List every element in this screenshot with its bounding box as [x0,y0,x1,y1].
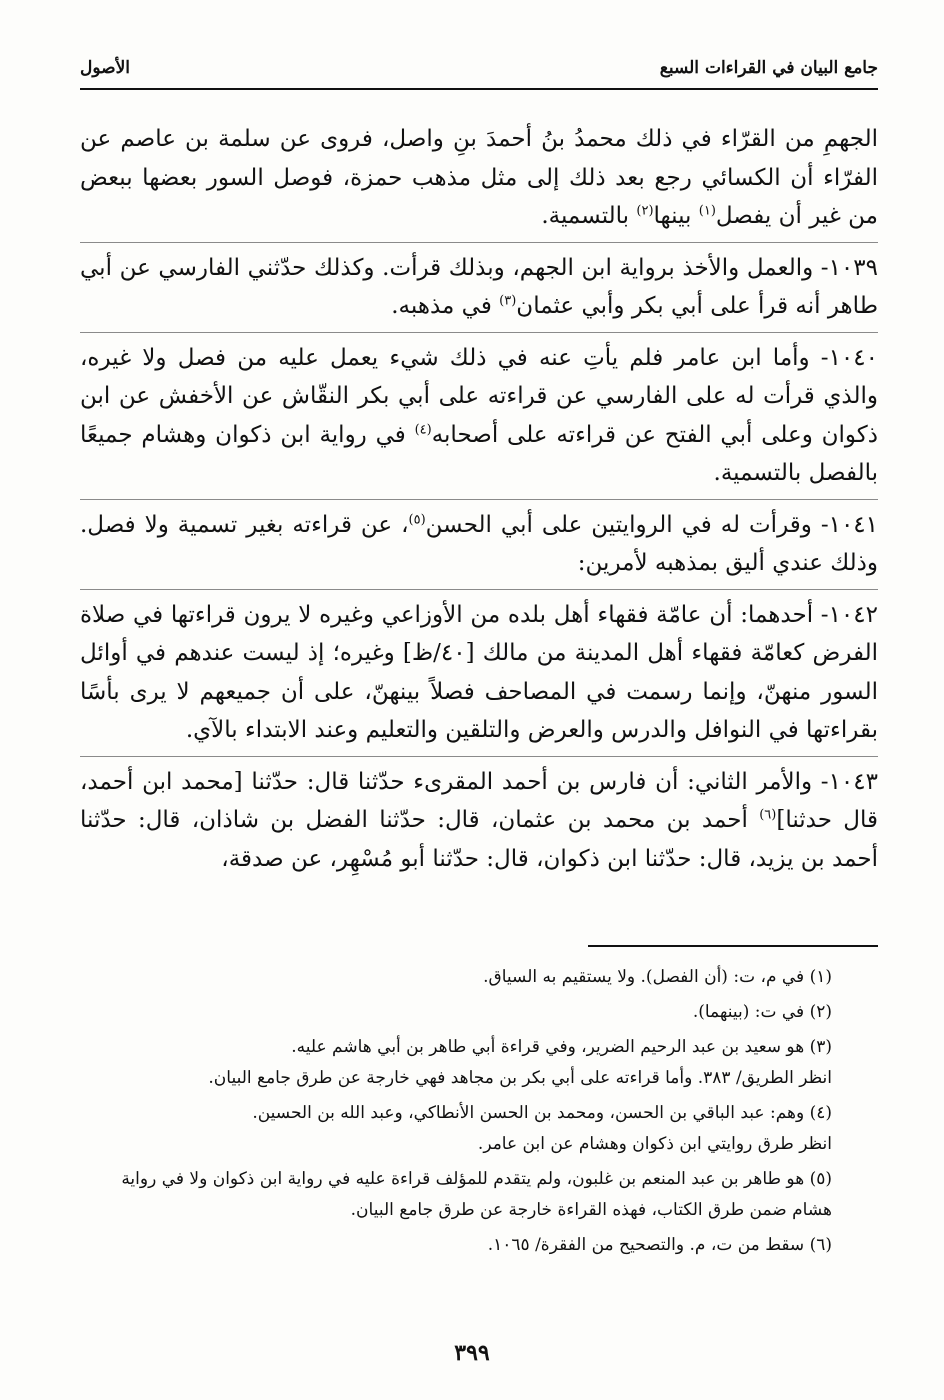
footnote-ref: (٤) [414,421,432,437]
footnote-text: (٥) هو طاهر بن عبد المنعم بن غلبون، ولم يتقدم للمؤلف قراءة عليه في رواية ابن ذكوان ولا في رواية هشام ضمن طرق الكتاب، فهذه القراءة خارجة عن طرق جامع البيان. [121,1169,832,1220]
footnote-5 [90,1164,832,1226]
running-header [80,58,878,90]
paragraph-text: بينها [653,203,699,229]
footnotes [90,962,832,1265]
footnote-3 [90,1032,832,1094]
paragraph-text: بالتسمية. [541,203,637,229]
paragraph-text: في رواية ابن ذكوان وهشام جميعًا بالفصل بالتسمية. [80,421,878,486]
footnote-text: (٦) سقط من ت، م. والتصحيح من الفقرة/ ١٠٦٥. [487,1235,832,1255]
footnote-ref: (٣) [499,293,517,309]
footnote-ref: (٢) [636,203,654,219]
footnote-ref: (٥) [408,511,426,527]
paragraph-text: الجهمِ من القرّاء في ذلك محمدُ بنُ أحمدَ بنِ واصل، فروى عن سلمة بن عاصم عن الفرّاء أن الكسائي رجع بعد ذلك إلى مثل مذهب حمزة، فوصل السور بعضها ببعض من غير أن يفصل [80,126,878,229]
paragraph-1042 [80,596,878,757]
paragraph-text: ١٠٣٩- والعمل والأخذ برواية ابن الجهم، وبذلك قرأت. وكذلك حدّثني الفارسي عن أبي طاهر أنه قرأ على أبي بكر وأبي عثمان [80,254,878,319]
paragraph-text: ١٠٤٠- وأما ابن عامر فلم يأتِ عنه في ذلك شيء يعمل عليه من فصل ولا غيره، والذي قرأت له على الفارسي عن قراءته على أبي بكر النقّاش عن الأخفش عن ابن ذكوان وعلى أبي الفتح عن قراءته على أصحابه [80,344,878,448]
footnote-text: (١) في م، ت: (أن الفصل). ولا يستقيم به السياق. [483,967,832,987]
book-title: جامع البيان في القراءات السبع [659,58,878,78]
paragraph-1043 [80,763,878,885]
footnote-ref: (١) [698,203,716,219]
main-text [80,120,878,890]
footnote-4 [90,1098,832,1160]
paragraph-text: ١٠٤٣- والأمر الثاني: أن فارس بن أحمد المقرىء حدّثنا قال: حدّثنا [محمد ابن أحمد، قال حدثنا] [80,768,878,833]
footnote-text: (٣) هو سعيد بن عبد الرحيم الضرير، وفي قراءة أبي طاهر بن أبي هاشم عليه. [291,1037,832,1057]
footnote-2 [90,997,832,1028]
paragraph-text: في مذهبه. [391,293,500,319]
footnote-ref: (٦) [759,807,777,823]
footnote-text: (٢) في ت: (بينهما). [692,1002,832,1022]
footnote-text: انظر الطريق/ ٣٨٣. وأما قراءته على أبي بكر بن مجاهد فهي خارجة عن طرق جامع البيان. [208,1068,832,1088]
footnote-text: (٤) وهم: عبد الباقي بن الحسن، ومحمد بن الحسن الأنطاكي، وعبد الله بن الحسين. [252,1103,832,1123]
paragraph-text: ١٠٤٢- أحدهما: أن عامّة فقهاء أهل بلده من الأوزاعي وغيره لا يرون قراءتها في صلاة الفرض كعامّة فقهاء أهل المدينة من مالك [٤٠/ظ] وغيره؛ إذ ليست عندهم في أوائل السور منهنّ، وإنما رسمت في المصاحف فصلاً بينهنّ، على أن جميعهم لا يرى بأسًا بقراءتها في النوافل والدرس والعرض والتلقين والتعليم وعند الابتداء بالآي. [80,601,878,743]
paragraph-text: أحمد بن محمد بن عثمان، قال: حدّثنا الفضل بن شاذان، قال: حدّثنا أحمد بن يزيد، قال: حدّثنا ابن ذكوان، قال: حدّثنا أبو مُسْهِر، عن صدقة، [80,807,878,872]
footnote-text: انظر طرق روايتي ابن ذكوان وهشام عن ابن عامر. [477,1134,832,1154]
section-title: الأصول [80,58,130,78]
footnote-1 [90,962,832,993]
paragraph-1041 [80,506,878,590]
page-number: ٣٩٩ [454,1340,490,1366]
paragraph-text: ، عن قراءته بغير تسمية ولا فصل. وذلك عندي أليق بمذهبه لأمرين: [80,511,878,576]
paragraph-1039 [80,249,878,333]
paragraph-1040 [80,339,878,500]
paragraph-text: ١٠٤١- وقرأت له في الروايتين على أبي الحسن [425,511,879,538]
paragraph [80,120,878,243]
footnote-separator [588,945,878,947]
footnote-6 [90,1230,832,1261]
